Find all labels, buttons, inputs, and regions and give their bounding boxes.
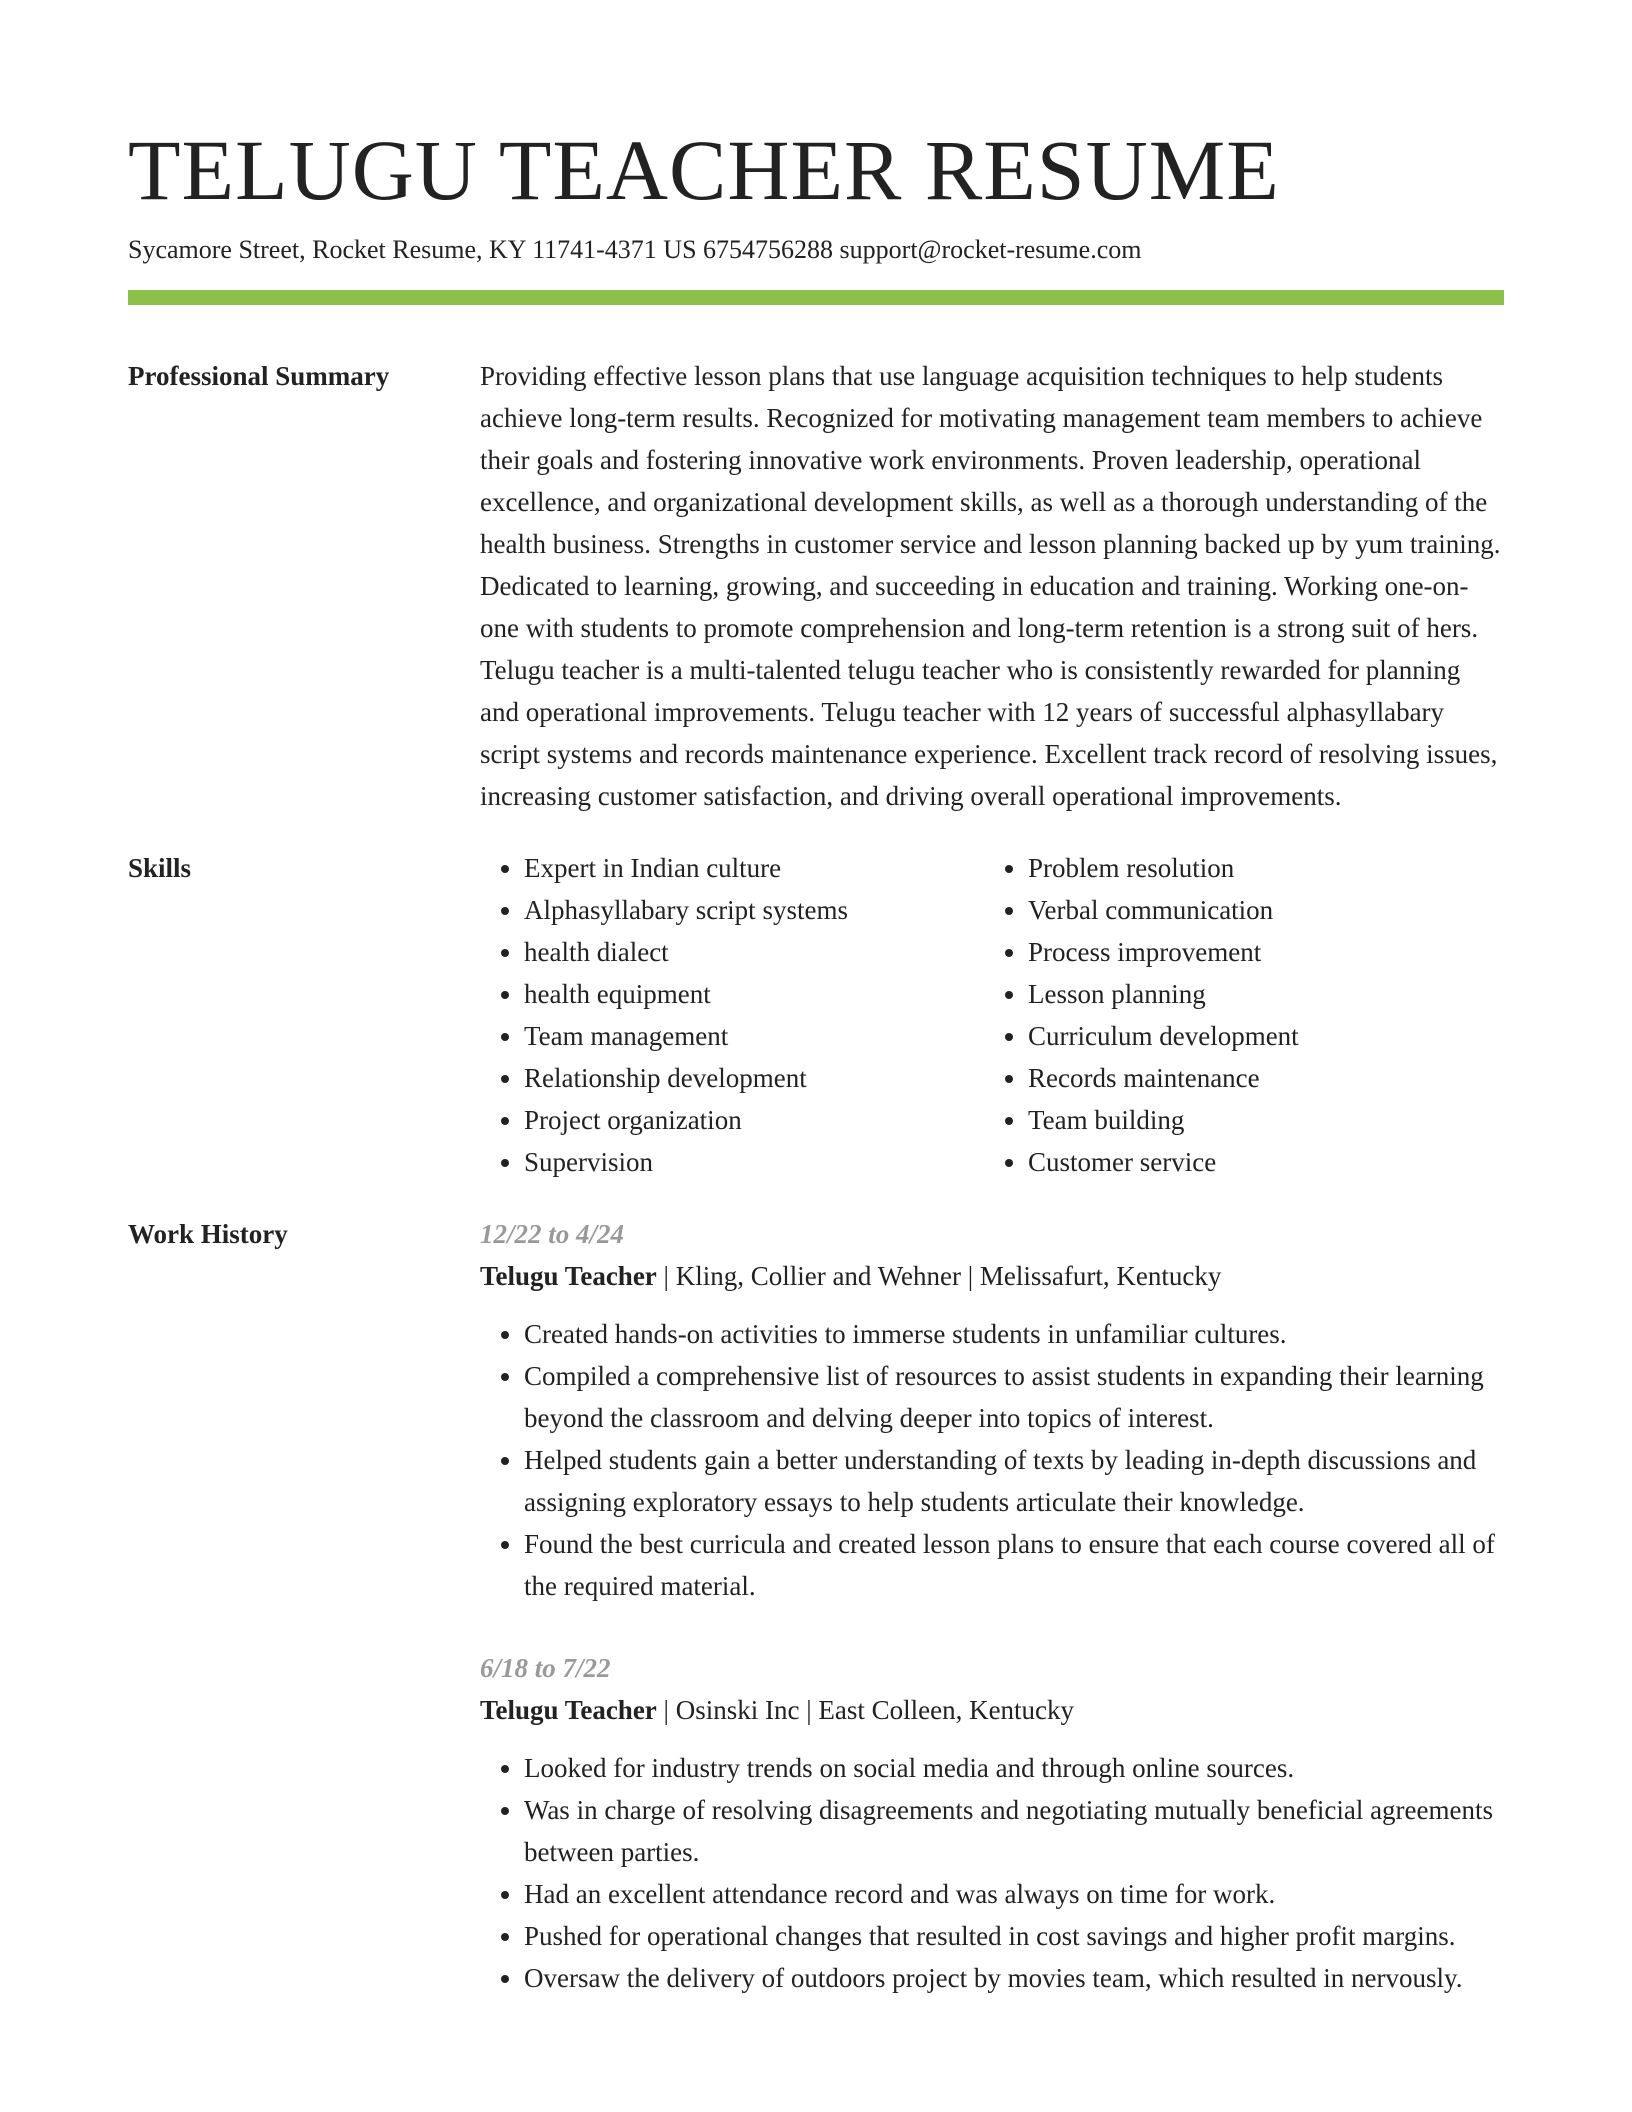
summary-section	[128, 355, 1504, 817]
skill-item: • Alphasyllabary script systems	[524, 889, 984, 931]
summary-body	[480, 355, 1504, 817]
contact-phone: 6754756288	[703, 235, 834, 264]
separator	[657, 1261, 676, 1291]
skill-item: • Lesson planning	[1028, 973, 1504, 1015]
job-bullet: • Looked for industry trends on social media and through online sources.	[524, 1747, 1504, 1789]
job-heading	[480, 1689, 1504, 1731]
job-company: Kling, Collier and Wehner	[675, 1261, 961, 1291]
job-bullet: • Oversaw the delivery of outdoors project by movies team, which resulted in nervously.	[524, 1957, 1504, 1999]
separator	[799, 1695, 818, 1725]
skills-list-right	[984, 847, 1504, 1183]
job-bullet: • Compiled a comprehensive list of resources to assist students in expanding their learning beyond the classroom and delving deeper into topics of interest.	[524, 1355, 1504, 1439]
header-divider	[128, 290, 1504, 305]
job-bullets	[480, 1747, 1504, 1999]
skill-item: • Verbal communication	[1028, 889, 1504, 931]
summary-text: Providing effective lesson plans that use language acquisition techniques to help students achieve long-term results. Recognized for motivating management team members to achieve their goals and fostering innovative work environments. Proven leadership, operational excellence, and organizational development skills, as well as a thorough understanding of the health business. Strengths in customer service and lesson planning backed up by yum training. Dedicated to learning, growing, and succeeding in education and training. Working one-on-one with students to promote comprehension and long-term retention is a strong suit of hers. Telugu teacher is a multi-talented telugu teacher who is consistently rewarded for planning and operational improvements. Telugu teacher with 12 years of successful alphasyllabary script systems and records maintenance experience. Excellent track record of resolving issues, increasing customer satisfaction, and driving overall operational improvements.	[480, 361, 1501, 811]
contact-email: support@rocket-resume.com	[839, 235, 1142, 264]
section-title-work-history: Work History	[128, 1219, 288, 1249]
skill-item: • Team management	[524, 1015, 984, 1057]
section-title-skills: Skills	[128, 853, 192, 883]
job-bullet: • Had an excellent attendance record and was always on time for work.	[524, 1873, 1504, 1915]
skills-list-left	[480, 847, 984, 1183]
resume-title: TELUGU TEACHER RESUME	[128, 122, 1280, 218]
skill-item: • Team building	[1028, 1099, 1504, 1141]
skill-item: • Customer service	[1028, 1141, 1504, 1183]
job-bullet: • Helped students gain a better understanding of texts by leading in-depth discussions and assigning exploratory essays to help students articulate their knowledge.	[524, 1439, 1504, 1523]
separator	[657, 1695, 676, 1725]
work-history-section	[128, 1213, 1504, 2039]
skill-item: • Records maintenance	[1028, 1057, 1504, 1099]
skill-item: • health dialect	[524, 931, 984, 973]
job-bullets	[480, 1313, 1504, 1607]
work-history-body	[480, 1213, 1504, 2039]
skill-item: • Supervision	[524, 1141, 984, 1183]
job-entry	[480, 1647, 1504, 1999]
contact-line	[128, 232, 1504, 268]
skill-item: • Expert in Indian culture	[524, 847, 984, 889]
job-dates: 6/18 to 7/22	[480, 1653, 611, 1683]
job-heading	[480, 1255, 1504, 1297]
job-bullet: • Was in charge of resolving disagreements and negotiating mutually beneficial agreements between parties.	[524, 1789, 1504, 1873]
skill-item: • Problem resolution	[1028, 847, 1504, 889]
job-title: Telugu Teacher	[480, 1261, 657, 1291]
skills-section	[128, 847, 1504, 1183]
job-bullet: • Found the best curricula and created lesson plans to ensure that each course covered all of the required material.	[524, 1523, 1504, 1607]
skill-item: • Process improvement	[1028, 931, 1504, 973]
job-bullet: • Pushed for operational changes that resulted in cost savings and higher profit margins.	[524, 1915, 1504, 1957]
job-title: Telugu Teacher	[480, 1695, 657, 1725]
job-bullet: • Created hands-on activities to immerse students in unfamiliar cultures.	[524, 1313, 1504, 1355]
separator	[961, 1261, 980, 1291]
job-dates: 12/22 to 4/24	[480, 1219, 625, 1249]
contact-address: Sycamore Street, Rocket Resume, KY 11741-4371 US	[128, 235, 697, 264]
job-entry	[480, 1213, 1504, 1607]
skill-item: • Curriculum development	[1028, 1015, 1504, 1057]
skill-item: • Relationship development	[524, 1057, 984, 1099]
section-title-summary: Professional Summary	[128, 361, 390, 391]
job-company: Osinski Inc	[675, 1695, 800, 1725]
job-location: Melissafurt, Kentucky	[979, 1261, 1222, 1291]
skills-body	[480, 847, 1504, 1183]
skill-item: • health equipment	[524, 973, 984, 1015]
job-location: East Colleen, Kentucky	[818, 1695, 1075, 1725]
skill-item: • Project organization	[524, 1099, 984, 1141]
